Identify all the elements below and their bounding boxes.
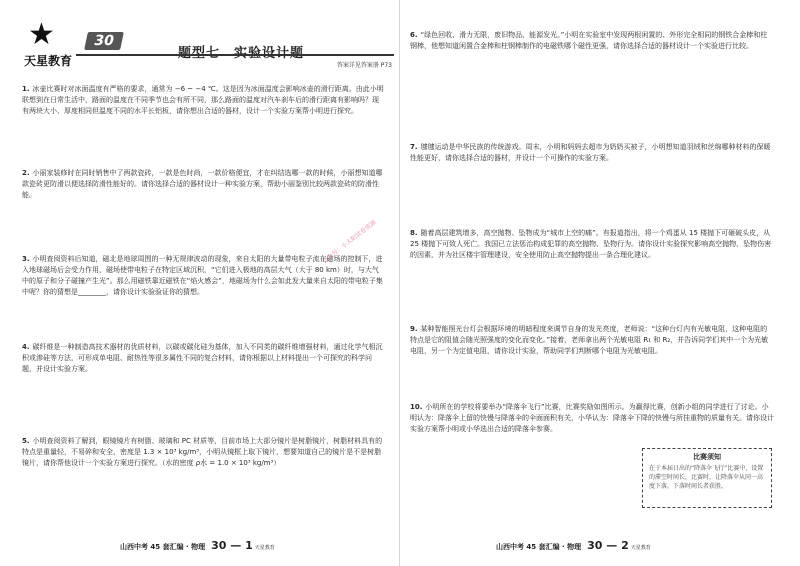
footer-label: 山西中考 45 套汇编 · 物理 bbox=[120, 543, 206, 551]
watermark: 公众号：小太阳试卷资源 bbox=[321, 218, 378, 266]
question-number: 4. bbox=[22, 343, 30, 351]
question-text: 小明所在的学校将要举办“降落伞飞行”比赛，比赛奖励如图所示。为赢得比赛，创新小组的同学进行了讨论。小明认为：降落伞上留的快慢与降落伞的伞面面积有关，小华认为：降落伞下降的快慢与所挂重物的质量有关。请你设计实验方案帮小明或小华选出合适的降落伞参赛。 bbox=[410, 403, 774, 433]
question-number: 5. bbox=[22, 437, 30, 445]
question-text: 冰壶比赛时对冰面温度有严格的要求，通常为 −6 ~ −4 ℃。这是因为冰面温度会影响冰壶的滑行距离。由此小明联想到在日常生活中，路面的温度在不同季节也会有所不同，那么路面的温度对汽车刹车后的滑行距离有影响吗？现有两块大小、厚度相同但温度不同的水平长铝板，请你想出合适的器材，设计一个实验方案帮小明进行探究。 bbox=[22, 85, 384, 115]
footer-label: 山西中考 45 套汇编 · 物理 bbox=[496, 543, 582, 551]
footer-mark: 天星教育 bbox=[630, 544, 651, 551]
competition-notice-box bbox=[642, 448, 772, 508]
question-2 bbox=[22, 168, 384, 201]
question-number: 3. bbox=[22, 255, 30, 263]
question-1 bbox=[22, 84, 384, 117]
question-number: 10. bbox=[410, 403, 423, 411]
question-text: “绿色回收、滑力无限，废旧物品、能源发光。”小明在实验室中发现两根闲置的、外形完全相同的钢铁合金棒和柱钢棒，他想知道闲置合金棒和柱钢棒制作的电磁铁哪个磁性更强，请你选择合适的器材设计一个实验进行比较。 bbox=[410, 31, 768, 50]
notice-title: 比赛须知 bbox=[693, 453, 721, 461]
answer-reference: 答案详见答案册 P73 bbox=[336, 62, 392, 69]
question-text: 碳纤维是一种制造高技术器材的优质材料，以碳或碳化硅为基体，加入不同类的碳纤维增强材料，通过化学气相沉积或渗硅等方法，可形成单电阻、耐热性等很多属性不同的复合材料，请你根据以上材料提出一个可探究的科学问题，并设计实验方案。 bbox=[22, 343, 383, 373]
question-number: 2. bbox=[22, 169, 30, 177]
page-number: 30 — 2 bbox=[587, 539, 629, 552]
question-text: 某种智能照光台灯会根据环境的明暗程度来调节自身的发光亮度，老师说：“这种台灯内有光敏电阻，这种电阻的特点是它的阻值会随光照强度的变化而变化。”接着，老师拿出两个光敏电阻 R₁ 和 R₂，并告诉同学们其中一个为光敏电阻，另一个为定值电阻，请你设计实验，帮助同学们判断哪个电阻为光敏电阻。 bbox=[410, 325, 769, 355]
question-5 bbox=[22, 436, 384, 469]
logo-text: 天星教育 bbox=[24, 54, 73, 68]
question-9 bbox=[410, 324, 774, 357]
right-page bbox=[400, 0, 800, 566]
question-8 bbox=[410, 228, 774, 261]
question-text: 小明查阅资料后知道，磁北是地球周围的一种无规律波动的现象，来自太阳的大量带电粒子流在磁场的控制下，进入地球磁场后会受力作用，磁场使带电粒子在特定区域沉积，“它们进入极地的高层大气（大于 80 km）时，与大气中的原子和分子碰撞产生光”。那么用磁铁靠近磁铁在“焰火感会”，地磁场为什么会如此发大量来自太阳的带电粒子集中呢？你的猜想是________，请你设计实验验证你的猜想。 bbox=[22, 255, 383, 296]
question-4 bbox=[22, 342, 384, 375]
question-number: 8. bbox=[410, 229, 418, 237]
question-number: 9. bbox=[410, 325, 418, 333]
notice-body: 在于本届日出的“降落伞飞行”比赛中，设置的滞空时间长，比赛时，让降落伞从同一高度下落，下落时间长者获胜。 bbox=[649, 465, 764, 490]
footer-mark: 天星教育 bbox=[254, 544, 275, 551]
question-text: 随着高层建筑增多，高空抛物、坠物成为“城市上空的痛”。有报道指出，将一个鸡蛋从 15 楼抛下可砸破头皮，从 25 楼抛下可致人死亡。我国已立法惩治构成犯罪的高空抛物、坠物行为。请你设计实验探究影响高空抛物、坠物伤害的因素，并为社区楼宇管理建设，安全使用防止高空抛物提出一条合理化建议。 bbox=[410, 229, 772, 259]
question-text: 小丽家装修时在同时销售中了两款瓷砖，一款是色时尚，一款价格便宜，才在纠结选哪一款的时候，小丽想知道哪款瓷砖更防滑以便选择防滑性能好的。请你选择合适的器材设计一种实验方案，帮助小丽鉴别比较两款瓷砖的防滑性能。 bbox=[22, 169, 383, 199]
paper-number: 30 bbox=[84, 32, 124, 50]
page-title bbox=[178, 42, 304, 61]
question-number: 6. bbox=[410, 31, 418, 39]
footer-right bbox=[496, 539, 651, 552]
publisher-logo bbox=[18, 17, 73, 68]
question-text: 小明查阅资料了解到，眼镜镜片有树脂、玻璃和 PC 材质等，目前市场上大部分镜片是树脂镜片，树脂材料具有的特点是重量轻，不易碎和安全，密度是 1.3 × 10³ kg/m³，小明从镜框上取下镜片，想要知道自己的镜片是不是树脂镜片，请你帮他设计一个实验方案进行探究。（水的密度 ρ水 = 1.0 × 10³ kg/m³） bbox=[22, 437, 383, 467]
question-number: 1. bbox=[22, 85, 30, 93]
question-text: 毽毽运动是中华民族的传统游戏。周末，小明和妈妈去超市为奶奶买被子，小明想知道羽绒和丝绵哪种材料的保暖性能更好，请你选择合适的器材，并设计一个可操作的实验方案。 bbox=[410, 143, 771, 162]
page-number: 30 — 1 bbox=[211, 539, 253, 552]
footer-left bbox=[120, 539, 275, 552]
header-rule bbox=[76, 54, 394, 56]
question-number: 7. bbox=[410, 143, 418, 151]
star-icon: ★ bbox=[28, 17, 55, 52]
question-7 bbox=[410, 142, 774, 164]
question-10 bbox=[410, 402, 774, 435]
question-6 bbox=[410, 30, 774, 52]
